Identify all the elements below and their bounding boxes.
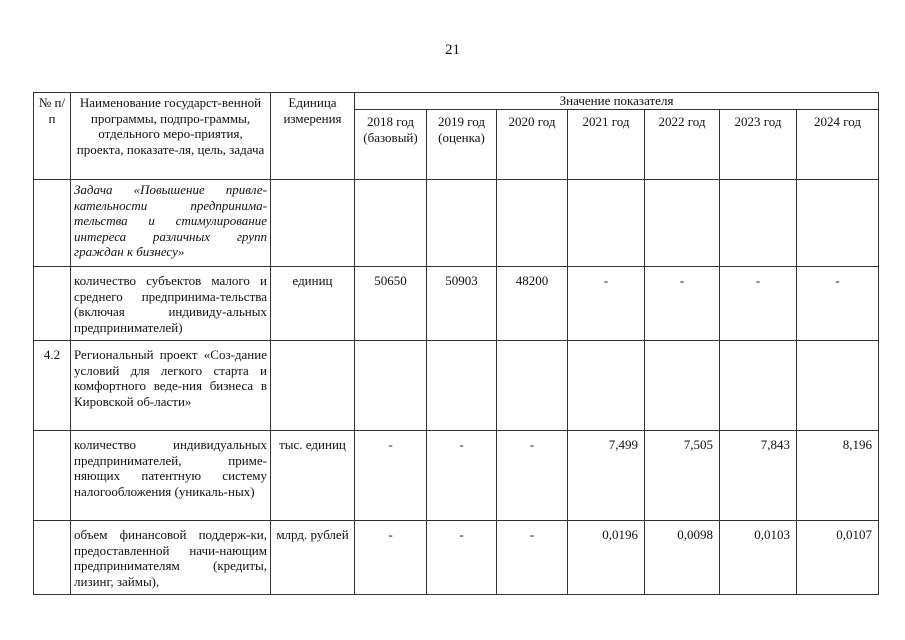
- row-value: [797, 180, 879, 267]
- row-value: [645, 180, 720, 267]
- row-value: 7,499: [568, 431, 645, 521]
- row-value: [427, 341, 497, 431]
- row-value: [568, 180, 645, 267]
- row-unit: единиц: [271, 267, 355, 341]
- row-value: -: [497, 521, 568, 595]
- header-unit: Единица измерения: [271, 93, 355, 180]
- row-unit: [271, 341, 355, 431]
- row-value: 0,0107: [797, 521, 879, 595]
- row-value: -: [645, 267, 720, 341]
- row-value: 7,505: [645, 431, 720, 521]
- row-value: 0,0196: [568, 521, 645, 595]
- row-num: [34, 431, 71, 521]
- row-value: 50903: [427, 267, 497, 341]
- header-year-2024: 2024 год: [797, 110, 879, 180]
- indicator-table: [33, 92, 879, 595]
- table-row: [34, 180, 879, 267]
- row-value: [427, 180, 497, 267]
- table-row: [34, 267, 879, 341]
- header-year-2018: 2018 год (базовый): [355, 110, 427, 180]
- row-num: 4.2: [34, 341, 71, 431]
- row-value: -: [427, 431, 497, 521]
- header-name: Наименование государст-венной программы, подпро-граммы, отдельного меро-приятия, проекта, показате-ля, цель, задача: [71, 93, 271, 180]
- header-year-2023: 2023 год: [720, 110, 797, 180]
- row-name: количество индивидуальных предпринимателей, приме-няющих патентную систему налогообложения (уникаль-ных): [71, 431, 271, 521]
- row-name: Задача «Повышение привле-кательности предпринима-тельства и стимулирование интереса различных групп граждан к бизнесу»: [71, 180, 271, 267]
- row-value: 50650: [355, 267, 427, 341]
- row-name: количество субъектов малого и среднего предпринима-тельства (включая индивиду-альных предпринимателей): [71, 267, 271, 341]
- header-year-2020: 2020 год: [497, 110, 568, 180]
- row-value: -: [355, 521, 427, 595]
- row-value: 7,843: [720, 431, 797, 521]
- row-unit: [271, 180, 355, 267]
- row-value: -: [720, 267, 797, 341]
- row-num: [34, 267, 71, 341]
- row-value: -: [427, 521, 497, 595]
- row-value: -: [355, 431, 427, 521]
- row-value: [568, 341, 645, 431]
- row-value: 0,0098: [645, 521, 720, 595]
- row-value: 8,196: [797, 431, 879, 521]
- row-value: -: [568, 267, 645, 341]
- row-value: [355, 180, 427, 267]
- row-value: -: [797, 267, 879, 341]
- row-value: [497, 341, 568, 431]
- row-unit: тыс. единиц: [271, 431, 355, 521]
- row-value: 48200: [497, 267, 568, 341]
- row-value: [497, 180, 568, 267]
- row-name: Региональный проект «Соз-дание условий для легкого старта и комфортного веде-ния бизнеса в Кировской об-ласти»: [71, 341, 271, 431]
- header-year-2021: 2021 год: [568, 110, 645, 180]
- table-row: [34, 341, 879, 431]
- row-value: [720, 341, 797, 431]
- row-name: объем финансовой поддерж-ки, предоставленной начи-нающим предпринимателям (кредиты, лизинг, займы),: [71, 521, 271, 595]
- row-num: [34, 180, 71, 267]
- row-value: -: [497, 431, 568, 521]
- row-value: [797, 341, 879, 431]
- row-value: [355, 341, 427, 431]
- header-year-2022: 2022 год: [645, 110, 720, 180]
- table-row: [34, 431, 879, 521]
- row-value: 0,0103: [720, 521, 797, 595]
- row-value: [720, 180, 797, 267]
- row-value: [645, 341, 720, 431]
- header-year-2019: 2019 год (оценка): [427, 110, 497, 180]
- table-row: [34, 521, 879, 595]
- row-num: [34, 521, 71, 595]
- header-num: № п/п: [34, 93, 71, 180]
- header-row-top: [34, 93, 879, 110]
- row-unit: млрд. рублей: [271, 521, 355, 595]
- header-value-group: Значение показателя: [355, 93, 879, 110]
- page-number: 21: [445, 42, 460, 58]
